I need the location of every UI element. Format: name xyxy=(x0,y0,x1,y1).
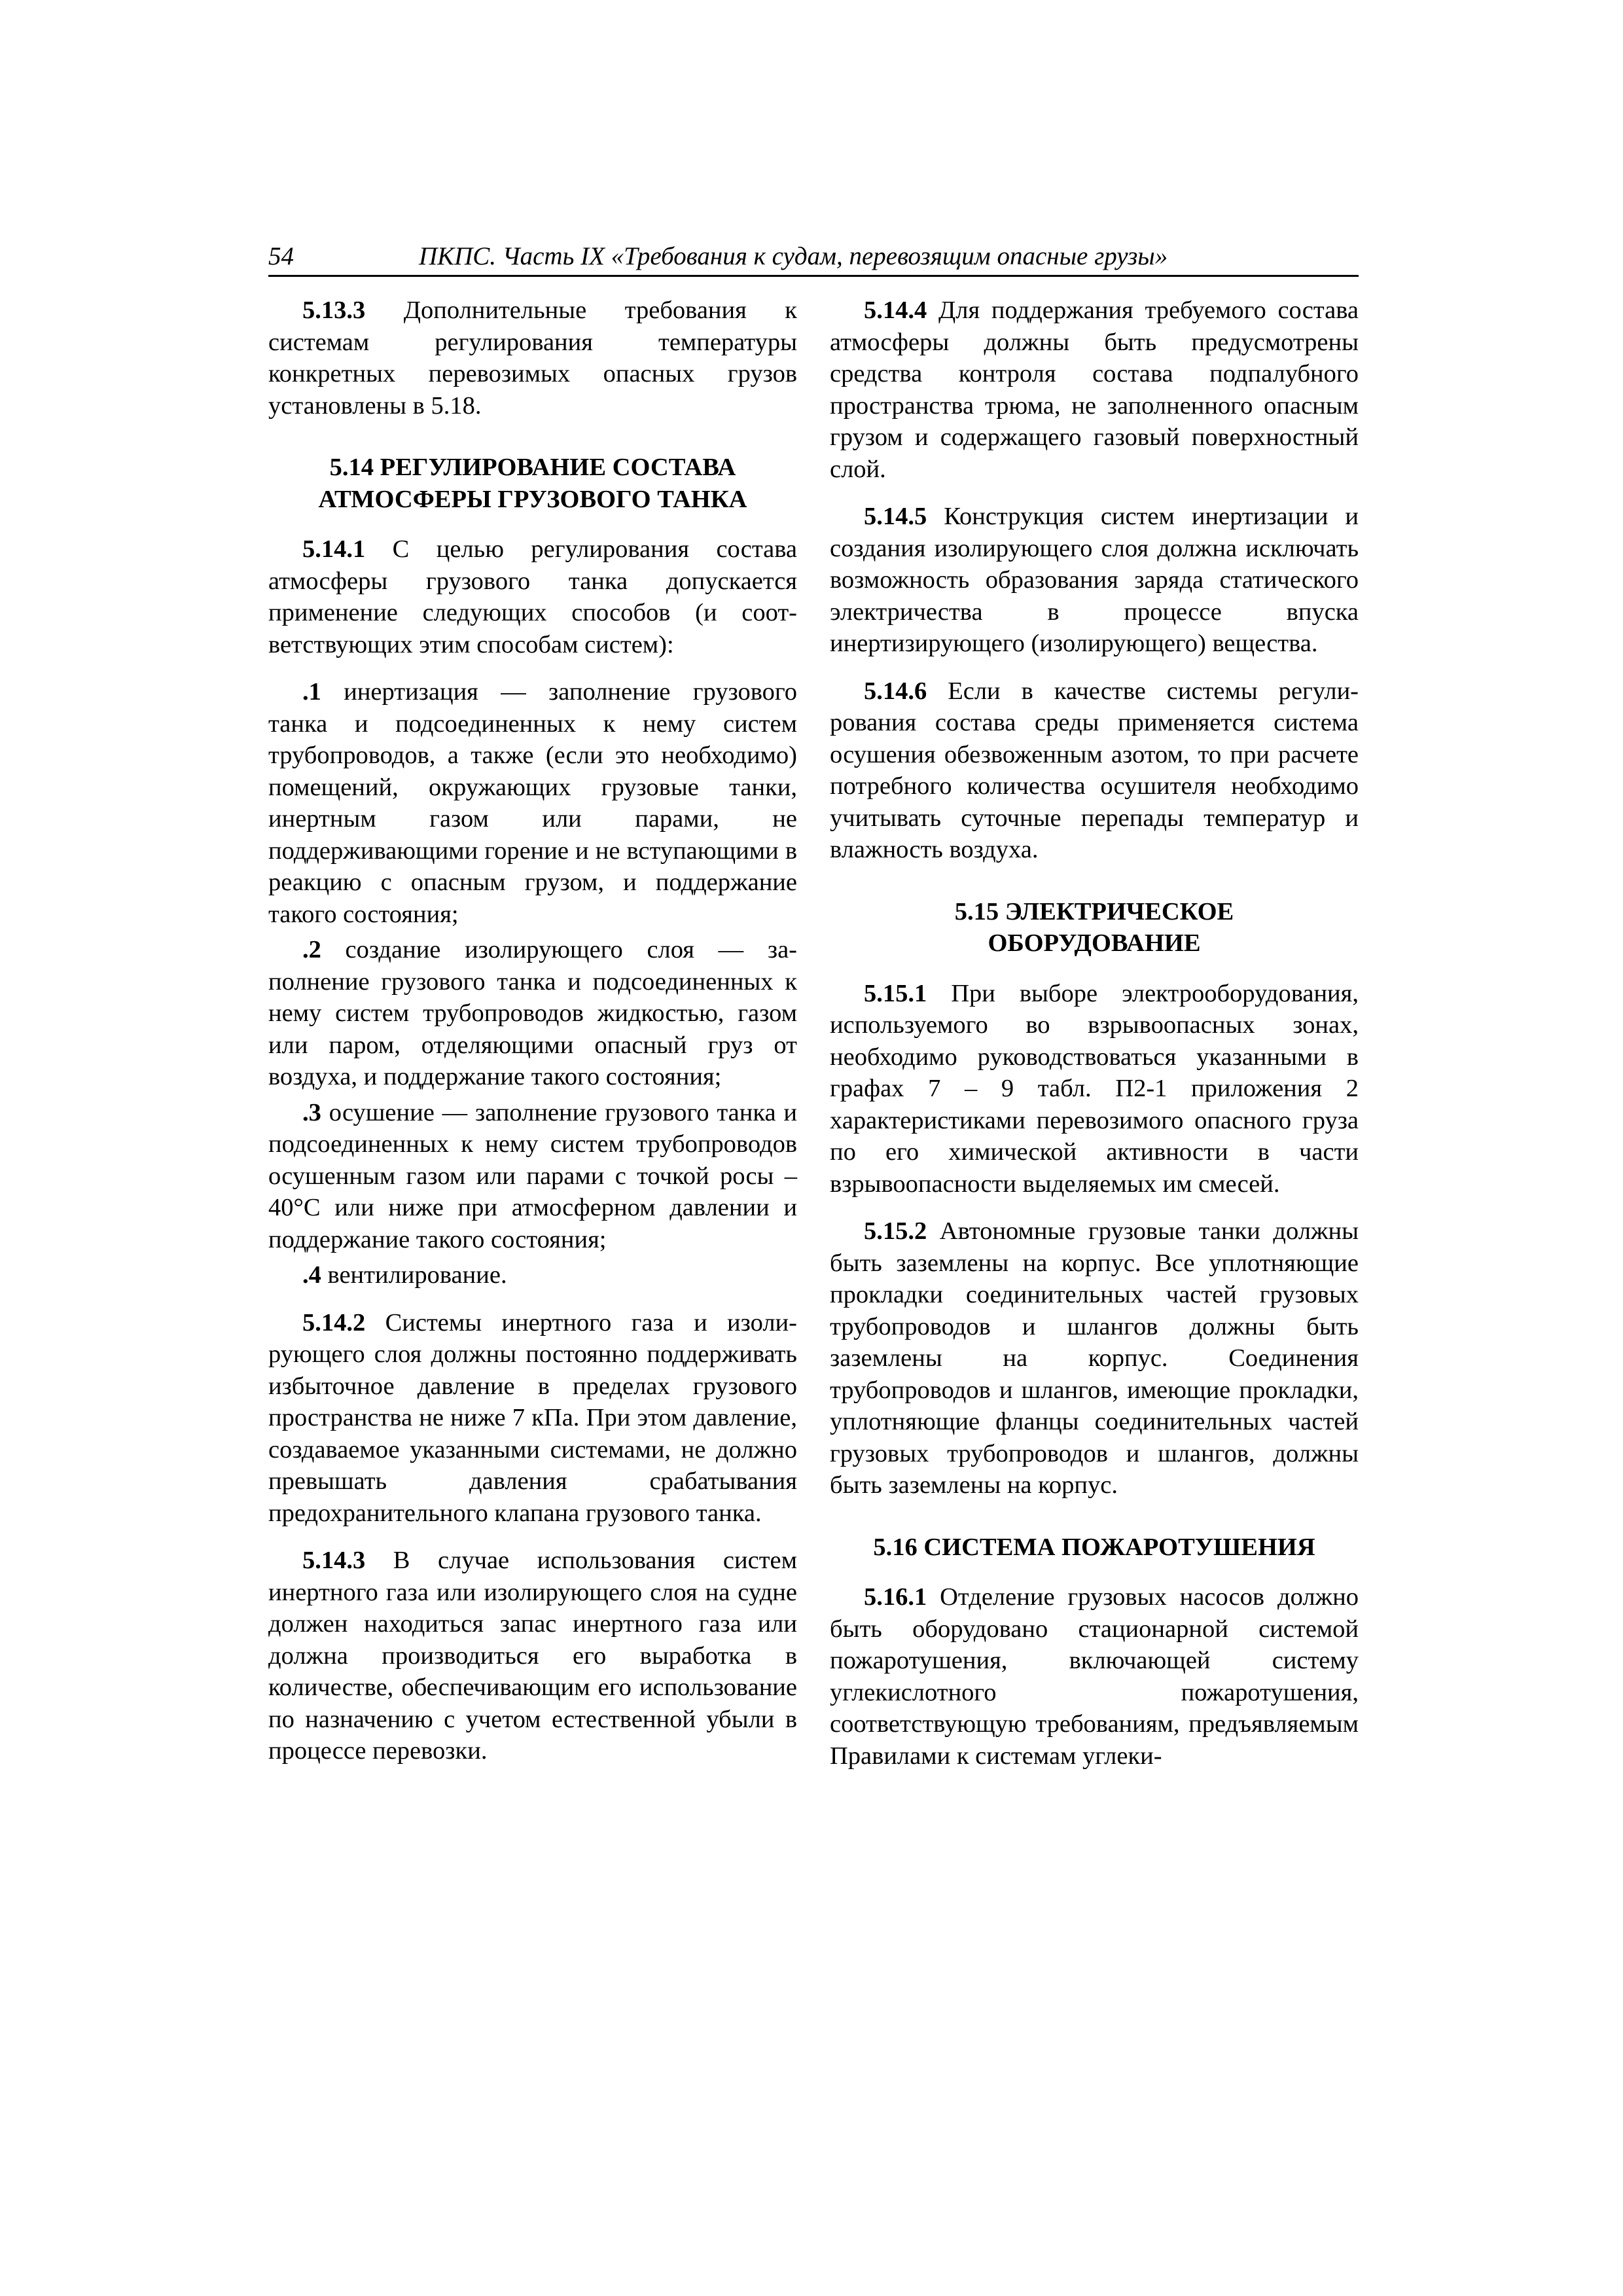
section-heading-5-15 xyxy=(830,896,1359,960)
clause-text: Если в качестве системы регулирования состава среды применяется система осушения обезвоженным азотом, то при расчете потребного количества осушителя необходимо учитывать суточные перепады температур и влажность воздуха. xyxy=(830,677,1359,863)
clause-text: Системы инертного газа и изолирующего слоя должны постоянно поддерживать избыточное давление в пределах грузового пространства не ниже 7 кПа. При этом давление, создаваемое указанными системами, не должно превышать давления срабатывания предохранительного клапана грузового танка. xyxy=(268,1308,797,1527)
right-column xyxy=(830,295,1359,1787)
item-number: .3 xyxy=(302,1098,321,1126)
section-heading-line: 5.14 РЕГУЛИРОВАНИЕ СОСТАВА xyxy=(329,454,736,481)
section-heading-5-16 xyxy=(830,1532,1359,1564)
clause-text: В случае использования систем инертного газа или изолирующего слоя на судне должен находиться запас инертного газа или должна производиться его выработка в количестве, обеспечивающим его использование по назначению с учетом естественной убыли в процессе перевозки. xyxy=(268,1547,797,1765)
clause-text: При выборе электрооборудования, используемого во взрывоопасных зонах, необходимо руководствоваться указанными в графах 7 – 9 табл. П2-1 приложения 2 характеристиками перевозимого опасного груза по его химической активности в части взрывоопасности выделяемых им смесей. xyxy=(830,979,1359,1198)
clause-number: 5.14.1 xyxy=(302,535,366,563)
running-header xyxy=(268,238,1359,277)
paragraph-5-14-5 xyxy=(830,501,1359,660)
paragraph-5-16-1 xyxy=(830,1581,1359,1772)
section-heading-line: ОБОРУДОВАНИЕ xyxy=(988,929,1201,957)
clause-number: 5.15.1 xyxy=(864,979,927,1007)
item-text: создание изолирующего слоя — заполнение грузового танка и подсоединенных к нему систем трубопроводов жидкостью, газом или паром, отделяющими опасный груз от воздуха, и поддержание такого состояния; xyxy=(268,936,797,1090)
left-column xyxy=(268,295,797,1783)
item-number: .4 xyxy=(302,1261,321,1289)
section-heading-line: 5.16 СИСТЕМА ПОЖАРОТУШЕНИЯ xyxy=(873,1533,1315,1561)
section-heading-5-14 xyxy=(268,452,797,515)
paragraph-5-14-1 xyxy=(268,533,797,660)
item-text: инертизация — заполнение грузового танка и подсоединенных к нему систем трубопроводов, а также (если это необходимо) помещений, окружающих грузовые танки, инертным газом или парами, не поддерживающими горение и не вступающими в реакцию с опасным грузом, и поддержание такого состояния; xyxy=(268,678,797,928)
item-number: .1 xyxy=(302,678,321,706)
paragraph-5-15-1 xyxy=(830,978,1359,1200)
page-number: 54 xyxy=(268,242,294,270)
paragraph-5-14-4 xyxy=(830,295,1359,485)
paragraph-5-14-3 xyxy=(268,1545,797,1767)
clause-number: 5.16.1 xyxy=(864,1583,927,1611)
clause-number: 5.13.3 xyxy=(302,296,366,324)
paragraph-5-14-6 xyxy=(830,675,1359,866)
paragraph-5-13-3 xyxy=(268,295,797,422)
running-title: ПКПС. Часть IX «Требования к судам, перевозящим опасные грузы» xyxy=(419,242,1168,270)
clause-text: Дополнительные требования к системам регулирования температуры конкретных перевозимых опасных грузов установлены в 5.18. xyxy=(268,296,797,420)
clause-text: Отделение грузовых насосов должно быть оборудовано стационарной системой пожаротушения, включающей систему углекислотного пожаротушения, соответствующую требованиям, предъявляемым Правилами к системам углеки- xyxy=(830,1583,1359,1770)
list-item-4 xyxy=(268,1259,797,1291)
paragraph-5-14-2 xyxy=(268,1307,797,1530)
item-number: .2 xyxy=(302,936,321,963)
clause-number: 5.15.2 xyxy=(864,1217,927,1245)
item-text: осушение — заполнение грузового танка и подсоединенных к нему систем трубопроводов осушенным газом или парами с точкой росы –40°C или ниже при атмосферном давлении и поддержание такого состояния; xyxy=(268,1098,797,1253)
section-heading-line: 5.15 ЭЛЕКТРИЧЕСКОЕ xyxy=(954,897,1234,925)
clause-text: Конструкция систем инертизации и создания изолирующего слоя должна исключать возможность образования заряда статического электричества в процессе впуска инертизирующего (изолирующего) вещества. xyxy=(830,503,1359,657)
list-item-3 xyxy=(268,1097,797,1256)
clause-number: 5.14.2 xyxy=(302,1308,366,1336)
clause-text: С целью регулирования состава атмосферы грузового танка допускается применение следующих способов (и соответствующих этим способам систем): xyxy=(268,535,797,658)
item-text: вентилирование. xyxy=(321,1261,507,1289)
clause-text: Автономные грузовые танки должны быть заземлены на корпус. Все уплотняющие прокладки соединительных частей грузовых трубопроводов и шлангов должны быть заземлены на корпус. Соединения трубопроводов и шлангов, имеющие прокладки, уплотняющие фланцы соединительных частей грузовых трубопроводов и шлангов, должны быть заземлены на корпус. xyxy=(830,1217,1359,1499)
list-item-2 xyxy=(268,934,797,1093)
list-item-1 xyxy=(268,676,797,930)
clause-number: 5.14.3 xyxy=(302,1547,366,1574)
paragraph-5-15-2 xyxy=(830,1215,1359,1501)
clause-number: 5.14.5 xyxy=(864,503,927,530)
clause-number: 5.14.6 xyxy=(864,677,927,705)
clause-text: Для поддержания требуемого состава атмосферы должны быть предусмотрены средства контроля состава подпалубного пространства трюма, не заполненного опасным грузом и содержащего газовый поверхностный слой. xyxy=(830,296,1359,483)
section-heading-line: АТМОСФЕРЫ ГРУЗОВОГО ТАНКА xyxy=(318,485,747,513)
clause-number: 5.14.4 xyxy=(864,296,927,324)
